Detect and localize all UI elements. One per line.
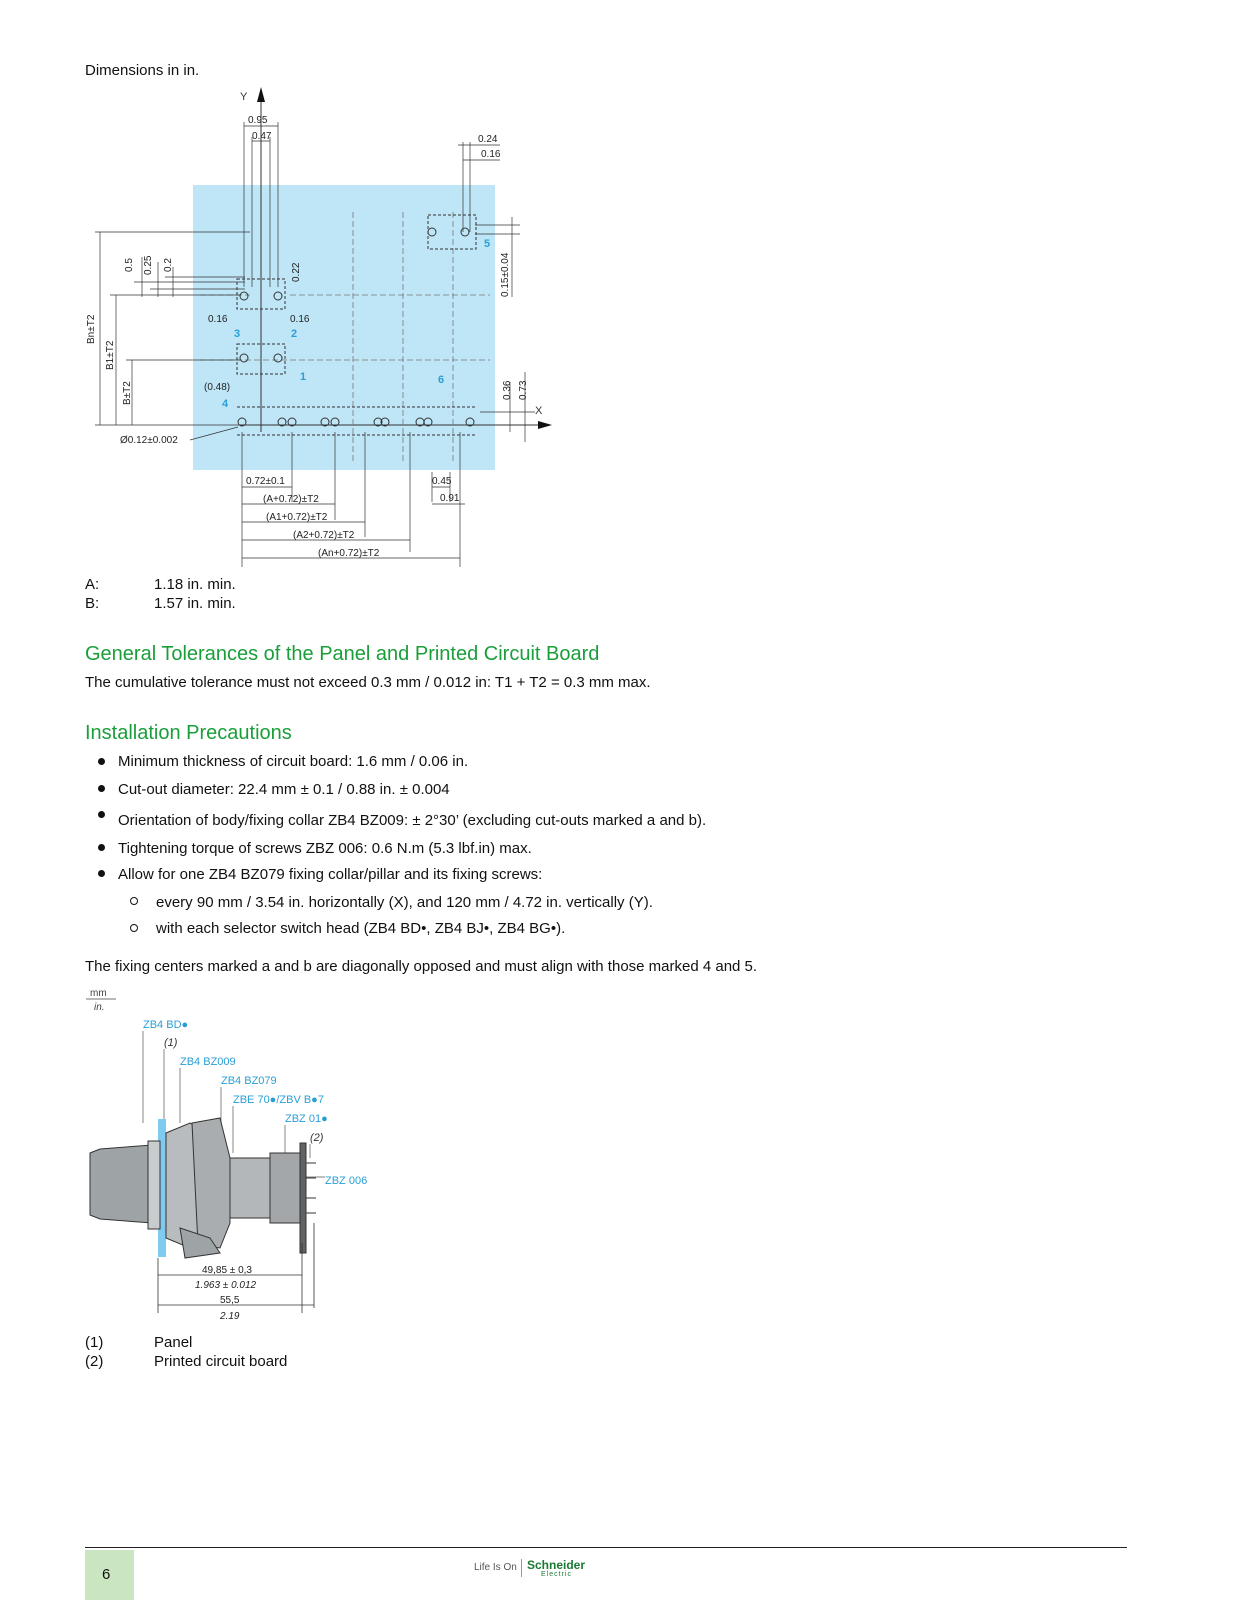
label-zbz-006: ZBZ 006 <box>325 1175 368 1187</box>
brand-logo-sub: Electric <box>541 1571 572 1578</box>
marker-5: 5 <box>484 238 491 250</box>
marker-3: 3 <box>234 328 241 340</box>
label-zbe-70: ZBE 70●/ZBV B●7 <box>233 1094 324 1106</box>
brand-logo-name: Schneider <box>527 1558 586 1572</box>
bullet-item: Tightening torque of screws ZBZ 006: 0.6 N.m (5.3 lbf.in) max. <box>118 840 532 857</box>
tolerance-text: The cumulative tolerance must not exceed 0.3 mm / 0.012 in: T1 + T2 = 0.3 mm max. <box>85 674 651 691</box>
base-block <box>270 1153 300 1223</box>
dim-0-16-right: 0.16 <box>290 314 310 325</box>
sub-bullet-item: every 90 mm / 3.54 in. horizontally (X), and 120 mm / 4.72 in. vertically (Y). <box>156 894 653 911</box>
sub-bullet-circle <box>130 897 138 905</box>
footnote-2-key: (2) <box>85 1353 104 1370</box>
label-b-t2: B±T2 <box>122 381 133 405</box>
bullet-item: Orientation of body/fixing collar ZB4 BZ009: ± 2°30’ (excluding cut-outs marked a and b). <box>118 812 707 829</box>
cutout-layout-diagram <box>80 82 570 572</box>
dim-0-16-left: 0.16 <box>208 314 228 325</box>
dim-a1-072: (A1+0.72)±T2 <box>266 512 328 523</box>
top-dim-lines <box>244 126 500 160</box>
label-zbz-01: ZBZ 01● <box>285 1113 328 1125</box>
footnote-1-key: (1) <box>85 1334 104 1351</box>
ref-1: (1) <box>164 1037 178 1049</box>
dim-0-36: 0.36 <box>502 380 513 400</box>
x-axis-arrow <box>538 421 552 429</box>
dim-0-48: (0.48) <box>204 382 231 393</box>
body-pillar <box>192 1118 230 1248</box>
label-b1-t2: B1±T2 <box>105 340 116 370</box>
label-zb4-bz009: ZB4 BZ009 <box>180 1056 236 1068</box>
marker-1: 1 <box>300 371 307 383</box>
dim-0-24: 0.24 <box>478 134 498 145</box>
dimensions-note: Dimensions in in. <box>85 62 200 79</box>
unit-mm: mm <box>90 988 107 999</box>
bullet-item: Minimum thickness of circuit board: 1.6 mm / 0.06 in. <box>118 753 469 770</box>
bullet-item: Allow for one ZB4 BZ079 fixing collar/pillar and its fixing screws: <box>118 866 543 883</box>
dim-49-85: 49,85 ± 0,3 <box>202 1265 252 1276</box>
bullet-dot <box>98 870 105 877</box>
dim-0-16: 0.16 <box>481 149 501 160</box>
dim-a-072: (A+0.72)±T2 <box>263 494 319 505</box>
unit-in: in. <box>94 1002 105 1013</box>
legend-a-value: 1.18 in. min. <box>154 576 236 593</box>
label-zb4-bd: ZB4 BD● <box>143 1019 189 1031</box>
label-zb4-bz079: ZB4 BZ079 <box>221 1075 277 1087</box>
bullet-dot <box>98 811 105 818</box>
pcb-pins <box>306 1163 316 1213</box>
marker-4: 4 <box>222 398 229 410</box>
footnote-2-value: Printed circuit board <box>154 1353 288 1370</box>
footer-divider <box>85 1547 1127 1548</box>
section-heading-installation: Installation Precautions <box>85 722 292 744</box>
pcb-board <box>300 1143 306 1253</box>
contact-block <box>230 1158 270 1218</box>
dim-55-5: 55,5 <box>220 1295 240 1306</box>
dim-0-45: 0.45 <box>432 476 452 487</box>
legend-b-value: 1.57 in. min. <box>154 595 236 612</box>
bullet-dot <box>98 758 105 765</box>
mounting-side-view-diagram <box>80 983 400 1328</box>
sub-bullet-item: with each selector switch head (ZB4 BD•, ZB4 BJ•, ZB4 BG•). <box>156 920 566 937</box>
bullet-dot <box>98 785 105 792</box>
bullet-dot <box>98 844 105 851</box>
dim-0-95: 0.95 <box>248 115 268 126</box>
fixing-centers-note: The fixing centers marked a and b are diagonally opposed and must align with those marked 4 and 5. <box>85 958 758 975</box>
y-axis-arrow <box>257 87 265 102</box>
dim-0-5: 0.5 <box>124 258 135 272</box>
dim-0-72: 0.72±0.1 <box>246 476 285 487</box>
footer-separator <box>521 1559 522 1577</box>
dim-an-072: (An+0.72)±T2 <box>318 548 380 559</box>
dim-0-25: 0.25 <box>143 255 154 275</box>
selector-head <box>90 1145 156 1223</box>
marker-2: 2 <box>291 328 298 340</box>
dim-0-2: 0.2 <box>163 258 174 272</box>
page-number-box <box>85 1550 134 1600</box>
footnote-1-value: Panel <box>154 1334 193 1351</box>
head-collar <box>148 1141 160 1229</box>
dim-0-91: 0.91 <box>440 493 460 504</box>
footer-tagline: Life Is On <box>474 1562 517 1573</box>
dim-0-15-tol: 0.15±0.04 <box>500 252 511 297</box>
label-bn-t2: Bn±T2 <box>86 314 97 344</box>
ref-2: (2) <box>310 1132 324 1144</box>
dim-0-73: 0.73 <box>518 380 529 400</box>
dim-2-19: 2.19 <box>220 1311 240 1322</box>
dim-1-963: 1.963 ± 0.012 <box>195 1280 257 1291</box>
bullet-item: Cut-out diameter: 22.4 mm ± 0.1 / 0.88 in. ± 0.004 <box>118 781 450 798</box>
y-axis-label: Y <box>240 91 248 103</box>
x-axis-label: X <box>535 405 543 417</box>
dim-a2-072: (A2+0.72)±T2 <box>293 530 355 541</box>
page-number: 6 <box>102 1566 111 1583</box>
sub-bullet-circle <box>130 924 138 932</box>
section-heading-tolerances: General Tolerances of the Panel and Printed Circuit Board <box>85 643 600 665</box>
legend-a-key: A: <box>85 576 100 593</box>
legend-b-key: B: <box>85 595 100 612</box>
dim-0-47: 0.47 <box>252 131 272 142</box>
marker-6: 6 <box>438 374 445 386</box>
hole-diameter-note: Ø0.12±0.002 <box>120 435 178 446</box>
dim-0-22: 0.22 <box>291 262 302 282</box>
